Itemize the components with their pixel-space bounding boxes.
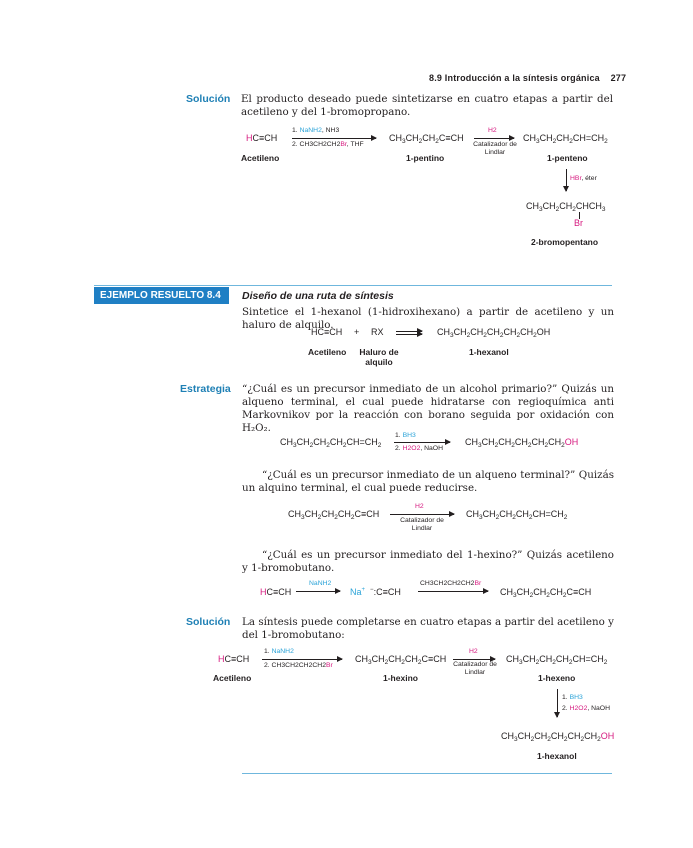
reagent-nanh2-1: NaNH2 — [309, 580, 332, 587]
plus-sign: + — [354, 327, 360, 337]
name-pentino: 1-pentino — [406, 153, 445, 163]
name-hexeno: 1-hexeno — [538, 673, 576, 683]
bromine-substituent: Br — [574, 218, 583, 228]
strategy-p1: “¿Cuál es un precursor inmediato de un alcohol primario?” Quizás un alqueno terminal, el cual puede hidratarse con regioquímica anti Markovnikov por la reacción con borano seguida por oxidación con H₂O₂. — [242, 383, 614, 434]
formula-acetylide: Na+ −:C≡CH — [350, 587, 401, 597]
reagent-bh3-2: 1. BH3 — [562, 694, 583, 701]
running-header — [429, 73, 626, 83]
reagent-h2-3: H2 — [469, 648, 478, 655]
arrow-multi-2 — [396, 334, 422, 335]
name-hexanol-2: 1-hexanol — [537, 751, 577, 761]
reagent-bromobutane-1: CH3CH2CH2CH2Br — [420, 580, 482, 587]
formula-hexene-2: $CH_3CH_2CH_2CH_2CH=CH_2$ — [466, 509, 568, 521]
strategy-p3: “¿Cuál es un precursor inmediato del 1-hexino?” Quizás acetileno y 1-bromobutano. — [242, 549, 614, 574]
page-number: 277 — [610, 73, 627, 83]
name-bromopentano: 2-bromopentano — [531, 237, 599, 247]
formula-hexene-1: $CH_3CH_2CH_2CH_2CH=CH_2$ — [280, 437, 382, 449]
formula-bromopentane: $CH_3CH_2CH_2CHCH_3$ — [526, 201, 606, 213]
header-section: 8.9 Introducción a la síntesis orgánica — [429, 73, 600, 83]
reagent-bh3-1: 1. BH3 — [395, 432, 416, 439]
reagent-bromobutane-2: 2. CH3CH2CH2CH2Br — [264, 662, 333, 669]
formula-hexene-3: $CH_3CH_2CH_2CH_2CH=CH_2$ — [506, 654, 608, 666]
arrow-10 — [557, 689, 558, 717]
catalyst-1: Catalizador de Lindlar — [473, 141, 517, 156]
formula-hexanol-1: $CH_3CH_2CH_2CH_2CH_2CH_2OH$ — [437, 327, 551, 339]
catalyst-2: Catalizador de Lindlar — [400, 517, 444, 532]
arrow-1 — [292, 138, 376, 139]
name-hexanol-1: 1-hexanol — [469, 347, 509, 357]
arrow-8 — [262, 659, 342, 660]
arrow-3 — [566, 169, 567, 191]
reagent-1a: 1. NaNH2, NH3 — [292, 127, 340, 134]
reagent-h2-1: H2 — [488, 127, 497, 134]
name-acetileno-3: Acetileno — [213, 673, 252, 683]
reagent-1b: 2. CH3CH2CH2Br, THF — [292, 141, 364, 148]
reagent-nanh2-2: 1. NaNH2 — [264, 648, 294, 655]
name-penteno: 1-penteno — [547, 153, 588, 163]
arrow-5 — [390, 514, 454, 515]
formula-hexyne-3: $CH_3CH_2CH_2CH_2C\equiv CH$ — [355, 654, 447, 666]
strategy-p2: “¿Cuál es un precursor inmediato de un alqueno terminal?” Quizás un alquino terminal, el cual puede reducirse. — [242, 469, 614, 494]
arrow-6 — [296, 591, 340, 592]
example-rule — [94, 285, 612, 286]
formula-acetylene-4: HC≡CH — [218, 654, 250, 664]
name-hexino: 1-hexino — [383, 673, 418, 683]
formula-hexyne-1: $CH_3CH_2CH_2CH_2C\equiv CH$ — [288, 509, 380, 521]
arrow-4 — [394, 442, 450, 443]
solution-label-1: Solución — [186, 93, 231, 105]
catalyst-3: Catalizador de Lindlar — [453, 661, 497, 676]
solution-text-2: La síntesis puede completarse en cuatro etapas a partir del acetileno y del 1-bromobutano: — [242, 616, 614, 641]
bottom-rule — [242, 773, 612, 774]
arrow-7 — [418, 591, 488, 592]
strategy-label: Estrategia — [180, 383, 231, 395]
example-text: Sintetice el 1-hexanol (1-hidroxihexano) a partir de acetileno y un haluro de alquilo. — [242, 306, 614, 331]
formula-acetylene-2: HC≡CH — [311, 327, 343, 337]
formula-acetylene-1: HC≡CH — [246, 133, 278, 143]
reagent-hbr: HBr, éter — [570, 175, 597, 182]
formula-pentene: $CH_3CH_2CH_2CH=CH_2$ — [523, 133, 608, 145]
reagent-h2o2-1: 2. H2O2, NaOH — [395, 445, 444, 452]
formula-hexyne-2: $CH_3CH_2CH_2CH_2C\equiv CH$ — [500, 587, 592, 599]
name-acetileno-2: Acetileno — [308, 347, 347, 357]
reagent-h2o2-2: 2. H2O2, NaOH — [562, 705, 611, 712]
arrow-9 — [453, 659, 495, 660]
example-title: Diseño de una ruta de síntesis — [242, 290, 394, 302]
reagent-h2-2: H2 — [415, 503, 424, 510]
name-acetileno-1: Acetileno — [241, 153, 280, 163]
solution-label-2: Solución — [186, 616, 231, 628]
formula-rx: RX — [371, 327, 384, 337]
formula-hexanol-3: $CH_3CH_2CH_2CH_2CH_2CH_2OH$ — [501, 731, 615, 743]
arrow-2 — [474, 138, 514, 139]
name-haluro: Haluro de alquilo — [359, 347, 399, 367]
formula-hexanol-2: $CH_3CH_2CH_2CH_2CH_2CH_2OH$ — [465, 437, 579, 449]
formula-pentyne: $CH_3CH_2CH_2C\equiv CH$ — [389, 133, 464, 145]
solution-text-1: El producto deseado puede sintetizarse en cuatro etapas a partir del acetileno y del 1-bromopropano. — [241, 93, 613, 118]
example-box: EJEMPLO RESUELTO 8.4 — [94, 287, 229, 304]
formula-acetylene-3: HC≡CH — [260, 587, 292, 597]
